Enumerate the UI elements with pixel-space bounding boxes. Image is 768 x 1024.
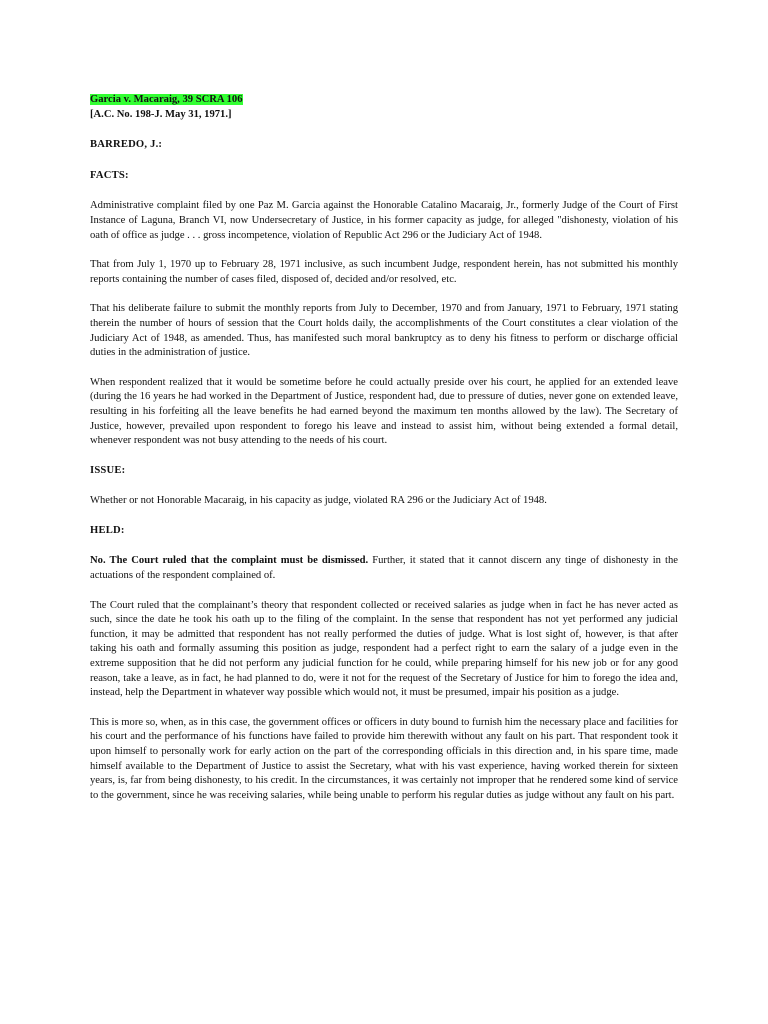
case-title: Garcia v. Macaraig, 39 SCRA 106 xyxy=(90,94,243,105)
case-title-line xyxy=(90,93,678,108)
document-page xyxy=(90,93,678,818)
held-heading: HELD: xyxy=(90,524,125,536)
held-ruling-continued: Further, it stated that it cannot discern any tinge of dishonesty in the actuations of the respondent complained of. xyxy=(90,555,678,582)
ponente: BARREDO, J.: xyxy=(90,139,163,151)
case-citation: [A.C. No. 198-J. May 31, 1971.] xyxy=(90,108,232,120)
held-paragraph: This is more so, when, as in this case, the government offices or officers in duty bound to furnish him the necessary place and facilities for his court and the performance of his functions have failed to provide him therewith without any fault on his part. That respondent took it upon himself to personally work for early action on the part of the corresponding officials in this direction and, in his spare time, made himself available to the Department of Justice to assist the Secretary, what with his vast experience, having worked therein for sixteen years, is, far from being dishonesty, to his credit. In the circumstances, it was certainly not improper that he rendered some kind of service to the government, since he was receiving salaries, while being unable to perform his regular duties as judge without any fault on his part. xyxy=(90,716,678,801)
facts-heading: FACTS: xyxy=(90,169,129,181)
held-summary-paragraph xyxy=(90,554,678,583)
facts-paragraph: That from July 1, 1970 up to February 28, 1971 inclusive, as such incumbent Judge, respondent herein, has not submitted his monthly reports containing the number of cases filed, disposed of, decided and/or resolved, etc. xyxy=(90,259,678,285)
issue-paragraph: Whether or not Honorable Macaraig, in his capacity as judge, violated RA 296 or the Judiciary Act of 1948. xyxy=(90,495,547,507)
issue-heading: ISSUE: xyxy=(90,464,126,476)
facts-paragraph: When respondent realized that it would be sometime before he could actually preside over his court, he applied for an extended leave (during the 16 years he had worked in the Department of Justice, respondent had, due to pressure of duties, never gone on extended leave, resulting in his forfeiting all the leave benefits he had earned beyond the maximum ten months allowed by the law). The Secretary of Justice, however, prevailed upon respondent to forego his leave and instead to assist him, without being extended a formal detail, whenever respondent was not busy attending to the needs of his court. xyxy=(90,376,678,447)
facts-paragraph: Administrative complaint filed by one Paz M. Garcia against the Honorable Catalino Macaraig, Jr., formerly Judge of the Court of First Instance of Laguna, Branch VI, now Undersecretary of Justice, in his former capacity as judge, for alleged "dishonesty, violation of his oath of office as judge . . . gross incompetence, violation of Republic Act 296 or the Judiciary Act of 1948. xyxy=(90,200,678,241)
held-paragraph: The Court ruled that the complainant’s theory that respondent collected or received salaries as judge when in fact he has never acted as such, since the date he took his oath up to the filing of the complaint. In the sense that respondent has not yet performed any judicial function, it may be admitted that respondent has not really performed the duties of judge. What is lost sight of, however, is that after taking his oath and formally assuming this position as judge, respondent had a perfect right to earn the salary of a judge even in the extreme supposition that he did not perform any judicial function for he could, while preparing himself for his new job or for any good reason, take a leave, as in fact, he had planned to do, were it not for the request of the Secretary of Justice for him to forego the idea and, instead, help the Department in whatever way possible which would not, it must be presumed, impair his position as a judge. xyxy=(90,599,678,699)
facts-paragraph: That his deliberate failure to submit the monthly reports from July to December, 1970 and from January, 1971 to February, 1971 stating therein the number of hours of session that the Court holds daily, the accomplishments of the Court constitutes a clear violation of the Judiciary Act of 1948, as amended. Thus, has manifested such moral bankruptcy as to deny his fitness to perform or discharge official duties in the administration of justice. xyxy=(90,303,678,359)
held-ruling: No. The Court ruled that the complaint must be dismissed. xyxy=(90,555,369,567)
